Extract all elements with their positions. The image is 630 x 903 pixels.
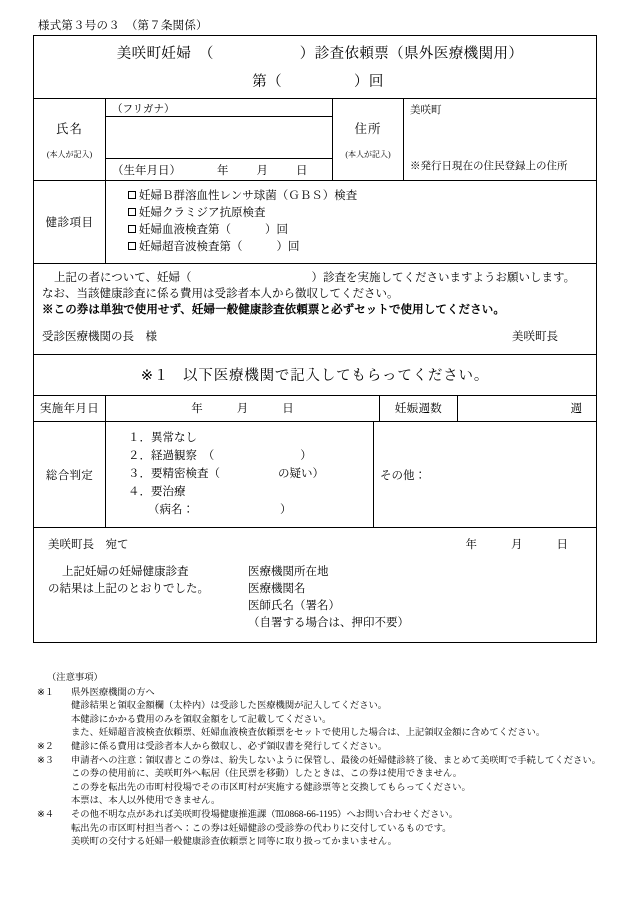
note-body (71, 687, 613, 741)
request-section (34, 264, 596, 355)
footer-month-unit: 月 (511, 539, 523, 551)
name-input-field[interactable] (106, 117, 332, 159)
request-line-2: なお、当該健康診査に係る費用は受診者本人から徴収してください。 (42, 288, 399, 300)
disease-name-label: （病名： (148, 504, 194, 516)
note-body (71, 755, 613, 809)
exam-item-ultrasound-label: 妊婦超音波検査第（ (139, 241, 243, 253)
request-addressee: 受診医療機関の長 様 (42, 331, 157, 343)
note-body (71, 809, 613, 850)
facility-address-label[interactable]: 医療機関所在地 (248, 566, 329, 578)
judgement-option-detailed-exam[interactable] (128, 465, 373, 483)
exam-label: 健診項目 (34, 181, 106, 263)
exam-item-blood-suffix: ）回 (265, 224, 288, 236)
dob-day-unit: 日 (296, 165, 308, 177)
footer-date[interactable] (466, 536, 569, 552)
note-line: 転出先の市区町村担当者へ：この券は妊婦健診の受診券の代わりに交付しているものです。 (71, 823, 452, 834)
judgement-option-detailed-label: ３．要精密検査（ (128, 468, 220, 480)
furigana-field[interactable]: （フリガナ） (106, 99, 332, 117)
title-line1-prefix: 美咲町妊婦 （ (116, 46, 214, 62)
footer-day-unit: 日 (556, 539, 568, 551)
impl-date-label: 実施年月日 (34, 396, 106, 421)
judgement-row (34, 422, 596, 528)
exam-item-chlamydia[interactable] (128, 205, 596, 222)
title-line2-suffix: ）回 (354, 74, 384, 90)
title-line1-suffix: ）診査依頼票（県外医療機関用） (299, 46, 524, 62)
title-line-1 (34, 42, 596, 63)
notes-title: （注意事項） (47, 673, 103, 683)
checkbox-icon[interactable] (128, 191, 136, 199)
note-line: この券を転出先の市町村役場でその市区町村が実施する健診票等と交換してもらってください。 (71, 782, 471, 793)
note-mark: ※３ (37, 755, 55, 766)
impl-year-unit: 年 (191, 403, 203, 415)
exam-item-blood[interactable] (128, 222, 596, 239)
form-number: 様式第３号の３ （第７条関係） (38, 20, 208, 32)
address-label: 住所 (354, 122, 382, 136)
request-line-3: ※この券は単独で使用せず、妊婦一般健康診査依頼票と必ずセットで使用してください。 (42, 304, 505, 316)
pregnancy-weeks-label: 妊娠週数 (380, 396, 458, 421)
note-line: 申請者への注意：領収書とこの券は、紛失しないように保管し、最後の妊婦健診終了後、まとめて美咲町で手続してください。 (71, 755, 601, 766)
note-item (33, 755, 613, 809)
seal-note: （自署する場合は、押印不要） (248, 617, 409, 629)
name-note: (本人が記入) (46, 150, 93, 159)
note-mark: ※４ (37, 809, 55, 820)
judgement-label: 総合判定 (34, 422, 106, 527)
title-line-2 (34, 70, 596, 91)
judgement-option-observation-label: ２．経過観察 （ (128, 450, 215, 462)
footer-statement-line-2: の結果は上記のとおりでした。 (48, 583, 209, 595)
note-item (33, 687, 613, 741)
note-line: 健診結果と領収金額欄（太枠内）は受診した医療機関が記入してください。 (71, 701, 388, 712)
checkbox-icon[interactable] (128, 208, 136, 216)
footer-year-unit: 年 (465, 539, 477, 551)
exam-item-ultrasound-suffix: ）回 (276, 241, 300, 253)
impl-day-unit: 日 (282, 403, 294, 415)
note-body (71, 741, 613, 755)
judgement-option-observation[interactable] (128, 447, 373, 465)
note-mark: ※１ (37, 687, 55, 698)
judgement-disease-name[interactable] (128, 501, 373, 519)
address-remark: ※発行日現在の住民登録上の住所 (410, 161, 568, 172)
judgement-option-treatment[interactable]: ４．要治療 (128, 486, 186, 498)
request-issuer: 美咲町長 (512, 331, 558, 343)
impl-month-unit: 月 (236, 403, 249, 415)
exam-item-gbs[interactable] (128, 188, 596, 205)
dob-label: （生年月日） (112, 165, 181, 177)
exam-item-blood-label: 妊婦血液検査第（ (139, 224, 231, 236)
note-item (33, 809, 613, 850)
note-mark: ※２ (37, 741, 55, 752)
checkbox-icon[interactable] (128, 242, 136, 250)
address-town: 美咲町 (410, 105, 442, 116)
note-line: 健診に係る費用は受診者本人から徴収し、必ず領収書を発行してください。 (71, 741, 388, 752)
exam-item-chlamydia-label: 妊婦クラミジア抗原検査 (139, 207, 266, 219)
medical-institution-notice (34, 355, 596, 396)
name-label-cell (34, 99, 106, 180)
note-line: この券の使用前に、美咲町外へ転居（住民票を移動）したときは、この券は使用できません。 (71, 769, 463, 780)
title-band (34, 36, 596, 99)
impl-date-field[interactable] (106, 396, 380, 421)
exam-items-section (34, 181, 596, 264)
doctor-name-label[interactable]: 医師氏名（署名） (248, 600, 340, 612)
pregnancy-weeks-field[interactable]: 週 (570, 403, 582, 415)
notes-section (33, 672, 613, 850)
judgement-observation-suffix: ） (300, 450, 312, 462)
facility-name-label[interactable]: 医療機関名 (248, 583, 306, 595)
note-line: 本票は、本人以外使用できません。 (71, 796, 221, 807)
dob-year-unit: 年 (217, 165, 229, 177)
request-line-1 (42, 270, 586, 286)
dob-field[interactable] (106, 159, 332, 180)
footer-addressee: 美咲町長 宛て (48, 539, 129, 551)
main-form-frame (33, 35, 597, 643)
exam-list (106, 181, 596, 263)
footer-section (34, 528, 596, 642)
address-note: (本人が記入) (345, 150, 391, 159)
note-line: その他不明な点があれば美咲町役場健康推進課（℡0868-66-1195）へお問い合わせください。 (71, 809, 459, 820)
note-item (33, 741, 613, 755)
note-line: 美咲町の交付する妊婦一般健康診査依頼票と同等に取り扱ってかまいません。 (71, 837, 397, 848)
request-line1-suffix: ）診査を実施してくださいますようお願いします。 (311, 272, 576, 284)
dob-month-unit: 月 (256, 165, 268, 177)
address-label-cell (332, 99, 404, 180)
footer-statement-line-1: 上記妊婦の妊婦健康診査 (62, 566, 189, 578)
address-input-field[interactable] (404, 99, 596, 180)
request-signature-line (42, 329, 586, 345)
footer-facility-block (248, 564, 596, 632)
notice-mark: ※１ (140, 368, 170, 384)
note-line: 県外医療機関の方へ (71, 687, 155, 698)
footer-statement (34, 564, 248, 632)
name-fields (106, 99, 332, 180)
note-line: 本健診にかかる費用のみを領収金額をして記載してください。 (71, 714, 332, 725)
implementation-row (34, 396, 596, 422)
judgement-other-field[interactable]: その他： (380, 469, 426, 482)
disease-name-suffix: ） (280, 504, 292, 516)
footer-body (34, 564, 596, 632)
exam-item-ultrasound[interactable] (128, 239, 596, 256)
title-line2-prefix: 第（ (252, 74, 282, 90)
footer-top-line (34, 536, 596, 552)
checkbox-icon[interactable] (128, 225, 136, 233)
notice-text: 以下医療機関で記入してもらってください。 (183, 368, 490, 384)
exam-item-gbs-label: 妊婦Ｂ群溶血性レンサ球菌（ＧＢＳ）検査 (139, 190, 358, 202)
judgement-option-normal[interactable]: １．異常なし (128, 432, 197, 444)
judgement-options (106, 422, 374, 527)
note-line: また、妊婦超音波検査依頼票、妊婦血液検査依頼票をセットで使用した場合は、上記領収金額に含めてください。 (71, 728, 546, 739)
judgement-detailed-suffix: の疑い） (278, 468, 324, 480)
request-line1-prefix: 上記の者について、妊婦（ (54, 272, 192, 284)
applicant-section (34, 99, 596, 181)
name-label: 氏名 (55, 122, 83, 136)
